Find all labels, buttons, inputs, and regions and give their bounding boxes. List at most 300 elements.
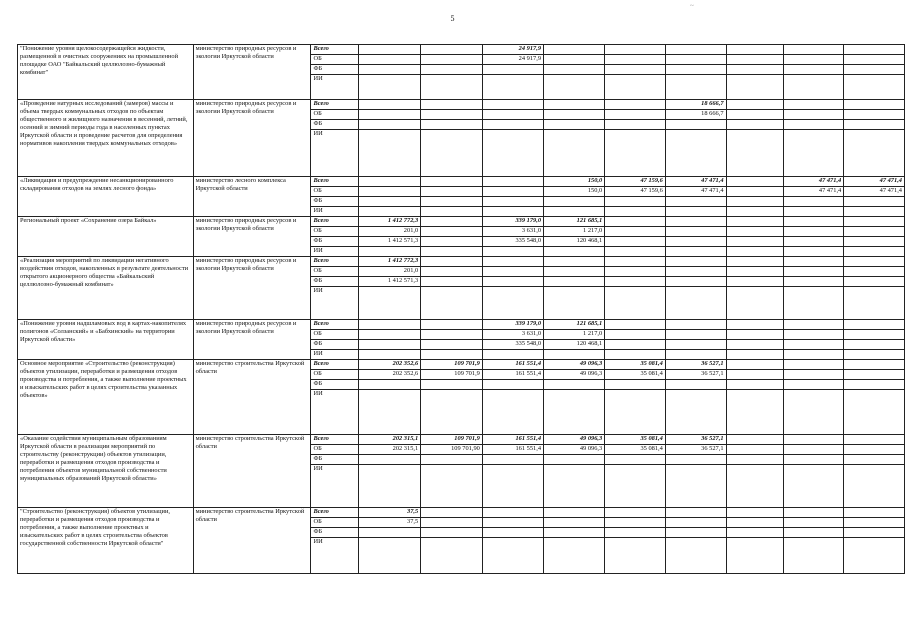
- amount-cell: [359, 350, 421, 360]
- amount-cell: [665, 320, 726, 330]
- amount-cell: [783, 75, 844, 100]
- amount-cell: [421, 528, 483, 538]
- amount-cell: 202 315,1: [359, 435, 421, 445]
- amount-cell: [605, 320, 666, 330]
- amount-cell: 121 685,1: [544, 217, 605, 227]
- amount-cell: [482, 528, 543, 538]
- amount-cell: [844, 508, 905, 518]
- page-number: 5: [450, 14, 455, 23]
- amount-cell: [844, 197, 905, 207]
- amount-cell: [421, 55, 483, 65]
- amount-cell: [665, 287, 726, 320]
- amount-cell: [726, 110, 783, 120]
- amount-cell: [544, 350, 605, 360]
- amount-cell: [783, 217, 844, 227]
- amount-cell: 49 096,3: [544, 370, 605, 380]
- funding-source-cell: ФБ: [311, 340, 359, 350]
- activity-name-cell: Региональный проект «Сохранение озера Байкал»: [18, 217, 194, 257]
- funding-source-cell: ОБ: [311, 518, 359, 528]
- amount-cell: [665, 538, 726, 574]
- activity-name-cell: «Понижение уровня надшламовых вод в картах-накопителях полигонов «Солзанский» и «Бабхинский» на территории Иркутской области»: [18, 320, 194, 360]
- amount-cell: 36 527,1: [665, 360, 726, 370]
- amount-cell: 24 917,9: [482, 45, 543, 55]
- amount-cell: [726, 445, 783, 455]
- amount-cell: [844, 55, 905, 65]
- funding-source-cell: ИИ: [311, 350, 359, 360]
- funding-source-cell: ОБ: [311, 267, 359, 277]
- amount-cell: [544, 528, 605, 538]
- amount-cell: [482, 65, 543, 75]
- amount-cell: [783, 227, 844, 237]
- amount-cell: [544, 55, 605, 65]
- amount-cell: [605, 455, 666, 465]
- amount-cell: [844, 360, 905, 370]
- table-row: [18, 508, 905, 518]
- amount-cell: [544, 247, 605, 257]
- amount-cell: [359, 465, 421, 508]
- amount-cell: [726, 360, 783, 370]
- amount-cell: [783, 120, 844, 130]
- funding-source-cell: ФБ: [311, 65, 359, 75]
- amount-cell: [783, 100, 844, 110]
- table-body: [18, 45, 905, 574]
- amount-cell: [605, 217, 666, 227]
- amount-cell: [421, 65, 483, 75]
- amount-cell: [421, 177, 483, 187]
- ministry-cell: министерство строительства Иркутской области: [193, 360, 311, 435]
- amount-cell: [605, 380, 666, 390]
- amount-cell: [544, 130, 605, 177]
- amount-cell: [726, 247, 783, 257]
- amount-cell: [726, 350, 783, 360]
- amount-cell: [844, 455, 905, 465]
- amount-cell: [359, 538, 421, 574]
- amount-cell: [482, 508, 543, 518]
- amount-cell: [544, 538, 605, 574]
- funding-source-cell: ОБ: [311, 445, 359, 455]
- amount-cell: 37,5: [359, 508, 421, 518]
- funding-source-cell: ОБ: [311, 187, 359, 197]
- amount-cell: [421, 518, 483, 528]
- amount-cell: [726, 267, 783, 277]
- amount-cell: [421, 330, 483, 340]
- amount-cell: [783, 257, 844, 267]
- funding-source-cell: ОБ: [311, 330, 359, 340]
- amount-cell: [726, 197, 783, 207]
- amount-cell: 121 685,1: [544, 320, 605, 330]
- amount-cell: 37,5: [359, 518, 421, 528]
- amount-cell: [783, 350, 844, 360]
- amount-cell: [359, 207, 421, 217]
- amount-cell: [665, 257, 726, 267]
- amount-cell: [726, 330, 783, 340]
- amount-cell: [605, 45, 666, 55]
- amount-cell: [421, 508, 483, 518]
- amount-cell: [726, 65, 783, 75]
- amount-cell: 202 352,6: [359, 360, 421, 370]
- amount-cell: [605, 55, 666, 65]
- amount-cell: [726, 538, 783, 574]
- amount-cell: [844, 380, 905, 390]
- amount-cell: [482, 257, 543, 267]
- funding-source-cell: Всего: [311, 177, 359, 187]
- funding-source-cell: ФБ: [311, 197, 359, 207]
- funding-source-cell: ОБ: [311, 227, 359, 237]
- amount-cell: [844, 287, 905, 320]
- amount-cell: [783, 45, 844, 55]
- amount-cell: [783, 237, 844, 247]
- amount-cell: [544, 277, 605, 287]
- amount-cell: [844, 350, 905, 360]
- amount-cell: [783, 65, 844, 75]
- amount-cell: 161 551,4: [482, 360, 543, 370]
- amount-cell: [421, 267, 483, 277]
- amount-cell: [605, 267, 666, 277]
- amount-cell: 3 631,0: [482, 227, 543, 237]
- amount-cell: 47 471,4: [665, 177, 726, 187]
- amount-cell: [665, 350, 726, 360]
- amount-cell: [544, 45, 605, 55]
- amount-cell: [482, 287, 543, 320]
- funding-source-cell: Всего: [311, 508, 359, 518]
- table-row: [18, 177, 905, 187]
- amount-cell: [421, 45, 483, 55]
- amount-cell: [783, 330, 844, 340]
- amount-cell: [359, 287, 421, 320]
- amount-cell: [359, 330, 421, 340]
- ministry-cell: министерство строительства Иркутской области: [193, 508, 311, 574]
- amount-cell: [844, 110, 905, 120]
- amount-cell: [605, 65, 666, 75]
- funding-source-cell: ИИ: [311, 247, 359, 257]
- amount-cell: [605, 277, 666, 287]
- amount-cell: [605, 100, 666, 110]
- amount-cell: [605, 110, 666, 120]
- amount-cell: [844, 247, 905, 257]
- amount-cell: [844, 237, 905, 247]
- amount-cell: [482, 100, 543, 110]
- amount-cell: [359, 528, 421, 538]
- amount-cell: [482, 197, 543, 207]
- amount-cell: [783, 320, 844, 330]
- amount-cell: [783, 277, 844, 287]
- amount-cell: [783, 247, 844, 257]
- amount-cell: [783, 508, 844, 518]
- amount-cell: [844, 227, 905, 237]
- amount-cell: [544, 207, 605, 217]
- amount-cell: 47 471,4: [783, 177, 844, 187]
- amount-cell: [605, 227, 666, 237]
- amount-cell: [359, 55, 421, 65]
- ministry-cell: министерство лесного комплекса Иркутской области: [193, 177, 311, 217]
- amount-cell: [783, 445, 844, 455]
- amount-cell: [605, 465, 666, 508]
- amount-cell: [844, 277, 905, 287]
- funding-source-cell: Всего: [311, 257, 359, 267]
- amount-cell: 1 217,0: [544, 330, 605, 340]
- amount-cell: [726, 287, 783, 320]
- amount-cell: 1 217,0: [544, 227, 605, 237]
- amount-cell: 161 551,4: [482, 370, 543, 380]
- amount-cell: [605, 330, 666, 340]
- activity-name-cell: "Понижение уровня щелокосодержащейся жидкости, размещенной в очистных сооружениях на промышленной площадке ОАО "Байкальский целлюлозно-бумажный комбинат": [18, 45, 194, 100]
- amount-cell: 1 412 571,3: [359, 277, 421, 287]
- amount-cell: [844, 390, 905, 435]
- amount-cell: [665, 267, 726, 277]
- amount-cell: [359, 120, 421, 130]
- amount-cell: [726, 55, 783, 65]
- amount-cell: [482, 390, 543, 435]
- amount-cell: [726, 237, 783, 247]
- amount-cell: [421, 538, 483, 574]
- funding-source-cell: ИИ: [311, 207, 359, 217]
- table-row: [18, 217, 905, 227]
- amount-cell: [421, 227, 483, 237]
- funding-source-cell: ФБ: [311, 237, 359, 247]
- amount-cell: [421, 257, 483, 267]
- amount-cell: [359, 110, 421, 120]
- amount-cell: [359, 340, 421, 350]
- funding-source-cell: Всего: [311, 45, 359, 55]
- amount-cell: 120 468,1: [544, 237, 605, 247]
- amount-cell: [544, 390, 605, 435]
- amount-cell: 339 179,0: [482, 320, 543, 330]
- amount-cell: [783, 518, 844, 528]
- amount-cell: [665, 390, 726, 435]
- amount-cell: 36 527,1: [665, 370, 726, 380]
- amount-cell: [482, 187, 543, 197]
- amount-cell: [544, 197, 605, 207]
- amount-cell: [605, 247, 666, 257]
- amount-cell: [359, 75, 421, 100]
- amount-cell: 202 352,6: [359, 370, 421, 380]
- amount-cell: [665, 528, 726, 538]
- amount-cell: [421, 287, 483, 320]
- amount-cell: 47 159,6: [605, 187, 666, 197]
- amount-cell: [665, 465, 726, 508]
- amount-cell: 335 548,0: [482, 340, 543, 350]
- amount-cell: [544, 267, 605, 277]
- amount-cell: [665, 237, 726, 247]
- amount-cell: [726, 380, 783, 390]
- amount-cell: [359, 320, 421, 330]
- amount-cell: 201,0: [359, 267, 421, 277]
- amount-cell: [482, 110, 543, 120]
- amount-cell: 1 412 772,3: [359, 257, 421, 267]
- activity-name-cell: "Строительство (реконструкция) объектов утилизации, переработки и размещения отходов производства и потребления, а также выполнение проектных и изыскательских работ в целях строительства объектов государственной собственности Иркутской области": [18, 508, 194, 574]
- amount-cell: 49 096,3: [544, 435, 605, 445]
- funding-source-cell: ИИ: [311, 287, 359, 320]
- funding-source-cell: ИИ: [311, 390, 359, 435]
- amount-cell: [726, 100, 783, 110]
- funding-source-cell: ФБ: [311, 277, 359, 287]
- funding-source-cell: Всего: [311, 320, 359, 330]
- funding-source-cell: ОБ: [311, 110, 359, 120]
- amount-cell: [421, 465, 483, 508]
- amount-cell: [605, 75, 666, 100]
- amount-cell: [359, 45, 421, 55]
- amount-cell: [726, 207, 783, 217]
- amount-cell: [605, 287, 666, 320]
- amount-cell: [726, 390, 783, 435]
- corner-mark: ~: [690, 2, 694, 10]
- amount-cell: [726, 455, 783, 465]
- amount-cell: [783, 390, 844, 435]
- amount-cell: [359, 455, 421, 465]
- amount-cell: 1 412 571,3: [359, 237, 421, 247]
- amount-cell: 161 551,4: [482, 435, 543, 445]
- amount-cell: 201,0: [359, 227, 421, 237]
- amount-cell: [783, 207, 844, 217]
- amount-cell: [544, 65, 605, 75]
- amount-cell: [665, 217, 726, 227]
- amount-cell: 47 471,4: [844, 177, 905, 187]
- amount-cell: 150,0: [544, 187, 605, 197]
- amount-cell: [726, 187, 783, 197]
- amount-cell: [844, 465, 905, 508]
- amount-cell: [544, 508, 605, 518]
- amount-cell: [783, 538, 844, 574]
- activity-name-cell: Основное мероприятие «Строительство (реконструкция) объектов утилизации, переработки и размещения отходов производства и потребления, а также выполнение проектных и изыскательских работ в целях строительства указанных объектов»: [18, 360, 194, 435]
- amount-cell: [665, 75, 726, 100]
- amount-cell: [544, 110, 605, 120]
- amount-cell: [359, 390, 421, 435]
- amount-cell: 339 179,0: [482, 217, 543, 227]
- table-row: [18, 100, 905, 110]
- amount-cell: [359, 65, 421, 75]
- amount-cell: [665, 65, 726, 75]
- amount-cell: [665, 130, 726, 177]
- amount-cell: [726, 340, 783, 350]
- funding-source-cell: ФБ: [311, 120, 359, 130]
- amount-cell: [482, 207, 543, 217]
- amount-cell: 36 527,1: [665, 445, 726, 455]
- amount-cell: [665, 45, 726, 55]
- amount-cell: [726, 518, 783, 528]
- funding-source-cell: ОБ: [311, 370, 359, 380]
- amount-cell: [421, 380, 483, 390]
- amount-cell: [726, 177, 783, 187]
- amount-cell: [482, 350, 543, 360]
- amount-cell: [783, 360, 844, 370]
- amount-cell: [421, 197, 483, 207]
- amount-cell: 18 666,7: [665, 110, 726, 120]
- amount-cell: [421, 340, 483, 350]
- amount-cell: 335 548,0: [482, 237, 543, 247]
- amount-cell: [544, 257, 605, 267]
- amount-cell: [544, 380, 605, 390]
- amount-cell: [844, 257, 905, 267]
- amount-cell: [726, 75, 783, 100]
- amount-cell: [844, 130, 905, 177]
- amount-cell: 47 471,4: [665, 187, 726, 197]
- table-row: [18, 435, 905, 445]
- activity-name-cell: «Ликвидация и предупреждение несанкционированного складирования отходов на землях лесного фонда»: [18, 177, 194, 217]
- amount-cell: [605, 518, 666, 528]
- amount-cell: [726, 45, 783, 55]
- amount-cell: [726, 257, 783, 267]
- amount-cell: 24 917,9: [482, 55, 543, 65]
- amount-cell: 109 701,9: [421, 435, 483, 445]
- amount-cell: [726, 528, 783, 538]
- amount-cell: [726, 130, 783, 177]
- amount-cell: [421, 277, 483, 287]
- amount-cell: [665, 518, 726, 528]
- amount-cell: [844, 217, 905, 227]
- amount-cell: [844, 538, 905, 574]
- amount-cell: 36 527,1: [665, 435, 726, 445]
- amount-cell: 109 701,9: [421, 360, 483, 370]
- amount-cell: [783, 380, 844, 390]
- amount-cell: [665, 340, 726, 350]
- amount-cell: [783, 267, 844, 277]
- amount-cell: [726, 120, 783, 130]
- funding-source-cell: Всего: [311, 435, 359, 445]
- amount-cell: [605, 350, 666, 360]
- amount-cell: [726, 508, 783, 518]
- amount-cell: [844, 445, 905, 455]
- amount-cell: [844, 370, 905, 380]
- amount-cell: [605, 120, 666, 130]
- funding-source-cell: ФБ: [311, 380, 359, 390]
- amount-cell: [726, 217, 783, 227]
- amount-cell: [544, 100, 605, 110]
- amount-cell: [544, 287, 605, 320]
- amount-cell: [482, 380, 543, 390]
- amount-cell: 49 096,3: [544, 445, 605, 455]
- amount-cell: [482, 465, 543, 508]
- amount-cell: [844, 45, 905, 55]
- amount-cell: [482, 538, 543, 574]
- amount-cell: [421, 207, 483, 217]
- funding-source-cell: Всего: [311, 100, 359, 110]
- amount-cell: [844, 100, 905, 110]
- amount-cell: [783, 465, 844, 508]
- amount-cell: [421, 237, 483, 247]
- amount-cell: [844, 340, 905, 350]
- amount-cell: [844, 267, 905, 277]
- amount-cell: 35 081,4: [605, 360, 666, 370]
- amount-cell: [605, 257, 666, 267]
- amount-cell: 47 471,4: [783, 187, 844, 197]
- amount-cell: [421, 187, 483, 197]
- amount-cell: [726, 435, 783, 445]
- amount-cell: [665, 55, 726, 65]
- amount-cell: 18 666,7: [665, 100, 726, 110]
- ministry-cell: министерство природных ресурсов и экологии Иркутской области: [193, 257, 311, 320]
- amount-cell: [421, 217, 483, 227]
- ministry-cell: министерство природных ресурсов и экологии Иркутской области: [193, 320, 311, 360]
- funding-source-cell: ФБ: [311, 455, 359, 465]
- amount-cell: [783, 110, 844, 120]
- amount-cell: [844, 75, 905, 100]
- amount-cell: [421, 130, 483, 177]
- amount-cell: [482, 518, 543, 528]
- amount-cell: [665, 455, 726, 465]
- activity-name-cell: «Оказание содействия муниципальным образованиям Иркутской области в реализации мероприятий по строительству (реконструкции) объектов утилизации, переработки и размещения отходов производства и потребления объектов муниципальной собственности муниципальных образований Иркутской области»: [18, 435, 194, 508]
- amount-cell: [544, 465, 605, 508]
- amount-cell: 150,0: [544, 177, 605, 187]
- funding-source-cell: ИИ: [311, 465, 359, 508]
- amount-cell: [783, 528, 844, 538]
- amount-cell: [605, 197, 666, 207]
- amount-cell: 109 701,9: [421, 370, 483, 380]
- amount-cell: [605, 508, 666, 518]
- amount-cell: [605, 528, 666, 538]
- amount-cell: [783, 340, 844, 350]
- amount-cell: [359, 187, 421, 197]
- amount-cell: [359, 100, 421, 110]
